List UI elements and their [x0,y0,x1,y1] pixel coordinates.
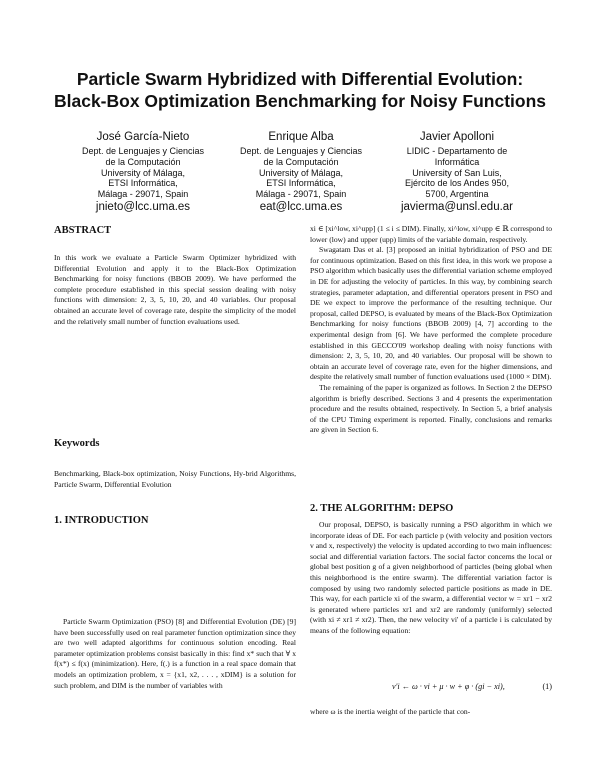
algorithm-body [310,520,552,637]
author-affiliation: Informática [434,156,480,167]
author-affiliation: de la Computación [263,156,339,167]
author-affiliation: Málaga - 29071, Spain [255,189,347,200]
inertia-paragraph: where ω is the inertia weight of the particle that con- [310,707,471,716]
author-email: eat@lcc.uma.es [259,200,343,213]
keywords-text: Benchmarking, Black-box optimization, Noisy Functions, Hy-brid Algorithms, Particle Swarm, Differential Evolution [54,469,296,489]
introduction-paragraph: Particle Swarm Optimization (PSO) [8] and Differential Evolution (DE) [9] have been successfully used on real parameter function optimization since they are two well adapted algorithms for continuous solution encoding. Real parameter optimization problems consist basically in this: find x* such that ∀ x f(x*) ≤ f(x) (minimization). Here, f(.) is a function in a real space domain that models an optimization problem, x = {x1, x2, . . . , xDIM} is a solution for such problem, and DIM is the number of variables with [54,617,296,690]
author-name: José García-Nieto [96,131,190,143]
abstract-text: In this work we evaluate a Particle Swarm Optimizer hybridized with Differential Evolution and apply it to the Black-Box Optimization Benchmarking for noisy functions (BBOB 2009). We have performed the complete procedure established in this special session dealing with noisy functions with dimension: 2, 3, 5, 10, 20, and 40 variables. Our proposal obtained an accurate level of coverage rate, despite the simplicity of the model and the relatively small number of function evaluations used. [54,253,296,326]
author-affiliation: University of Málaga, [100,167,186,178]
domain-definition-paragraph: xi ∈ [xi^low, xi^upp] (1 ≤ i ≤ DIM). Finally, xi^low, xi^upp ∈ ℝ correspond to lower (low) and upper (upp) limits of the variable domain, respectively. [310,224,552,244]
title-line-2: Black-Box Optimization Benchmarking for Noisy Functions [53,91,546,111]
organization-paragraph: The remaining of the paper is organized as follows. In Section 2 the DEPSO algorithm is briefly described. Sections 3 and 4 presents the experimentation procedure and the results obtained, respectively. In Section 5, a brief analysis of the CPU Timing experiment is reported. Finally, conclusions and remarks are given in Section 6. [310,382,552,435]
introduction-body [54,617,296,691]
author-affiliation: Dept. de Lenguajes y Ciencias [239,146,363,156]
author-affiliation: Ejército de los Andes 950, [404,178,510,189]
title-line-1: Particle Swarm Hybridized with Differential Evolution: [76,69,524,89]
hybrid-paragraph: Swagatam Das et al. [3] proposed an initial hybridization of PSO and DE for continuous optimization. Based on this first idea, in this work we propose a PSO algorithm which basically uses the differential variation scheme employed in DE for adjusting the velocity of particles. In this way, by combining search strategies, parameter adaptation, and differential operators present in PSO and DE we expect to improve the performance of the resulting technique. Our proposal, called DEPSO, is evaluated by means of the Black-Box Optimization Benchmarking for noisy functions (BBOB 2009) [4, 7] according to the experimental design from [6]. We have performed the complete procedure established in this GECCO'09 workshop dealing with noisy functions with dimension: 2, 3, 5, 10, 20, and 40 variables. Our proposal will be shown to obtain an accurate level of coverage rate, even for the higher dimensions, and despite the relatively small number of function evaluations used (1000 × DIM). [310,245,552,382]
author-email: javierma@unsl.edu.ar [400,200,514,213]
author-affiliation: University of Málaga, [258,167,344,178]
algorithm-paragraph: Our proposal, DEPSO, is basically running a PSO algorithm in which we incorporate ideas of DE. For each particle p (with velocity and position vectors v and x, respectively) the velocity is updated according to two main influences: social and differential variation factors. The social factor concerns the local or global best position g of a given neighborhood of particles (being global when this neighborhood is the entire swarm). The differential variation factor is composed by using two randomly selected particle positions as made in DE. This way, for each particle xi of the swarm, a differential vector w = xr1 − xr2 is generated where particles xr1 and xr2 are randomly (uniformly) selected (with xi ≠ xr1 ≠ xr2). Then, the new velocity vi' of a particle i is calculated by means of the following equation: [310,520,552,635]
author-name: Javier Apolloni [419,131,495,143]
keywords-heading: Keywords [54,438,100,449]
algorithm-continuation [310,707,552,718]
equation-number: (1) [542,682,552,691]
author-block-2 [216,130,386,214]
author-affiliation: Dept. de Lenguajes y Ciencias [81,146,205,156]
author-block-3 [372,130,542,214]
abstract-heading: ABSTRACT [54,225,112,236]
author-affiliation: LIDIC - Departamento de [406,146,508,156]
author-name: Enrique Alba [268,131,334,143]
author-affiliation: University of San Luis, [412,167,502,178]
author-affiliation: de la Computación [105,156,181,167]
author-block-1 [58,130,228,214]
keywords-body [54,469,296,490]
author-affiliation: 5700, Argentina [425,189,489,200]
author-affiliation: ETSI Informática, [266,178,336,189]
equation-text: v'i ← ω · vi + μ · w + φ · (gi − xi), [392,682,505,691]
author-email: jnieto@lcc.uma.es [95,200,191,213]
abstract-body [54,253,296,327]
author-affiliation: ETSI Informática, [108,178,178,189]
algorithm-heading: 2. THE ALGORITHM: DEPSO [310,503,454,514]
right-column-top [310,224,552,436]
author-affiliation: Málaga - 29071, Spain [97,189,189,200]
introduction-heading: 1. INTRODUCTION [54,515,149,526]
